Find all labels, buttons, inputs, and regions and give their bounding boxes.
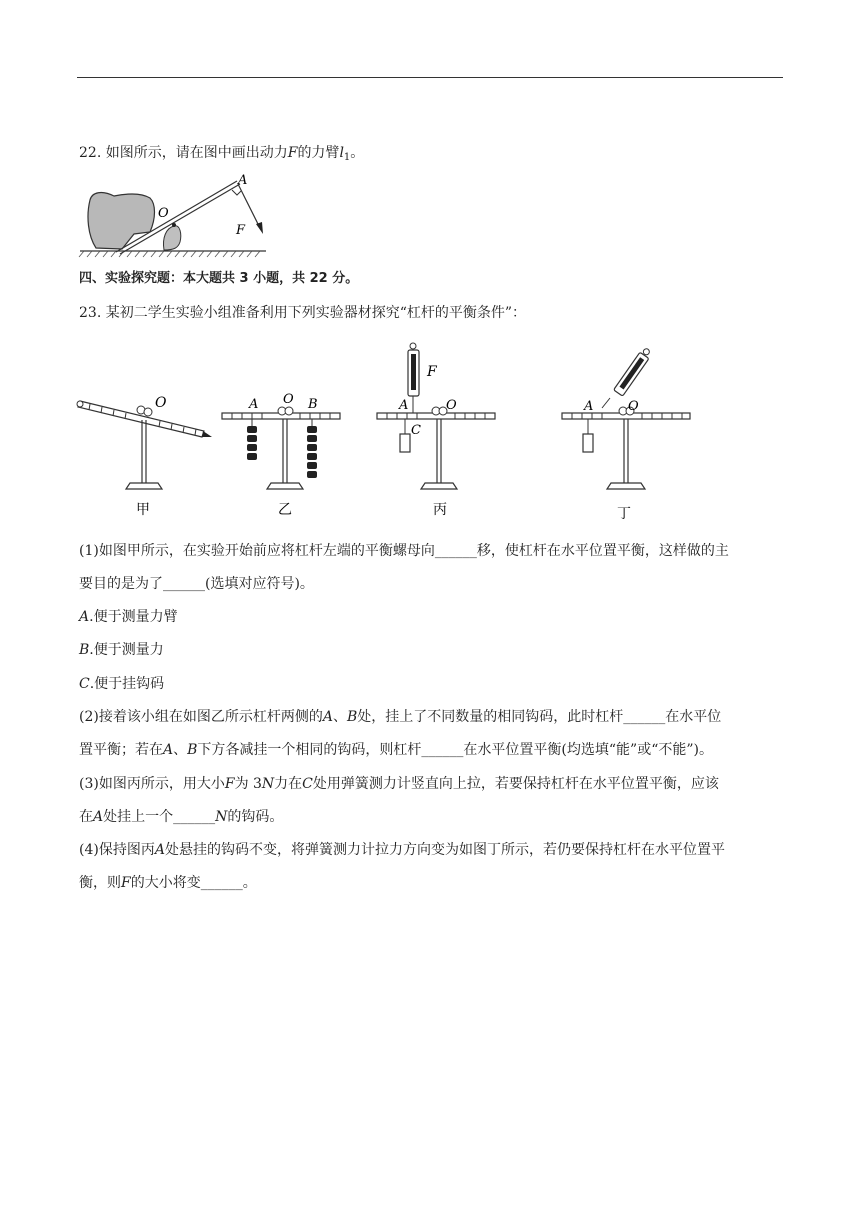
- yi-label-o: O: [283, 392, 294, 407]
- bing-label-f: F: [427, 364, 437, 380]
- q23-part1-line1: (1)如图甲所示，在实验开始前应将杠杆左端的平衡螺母向______移，使杠杆在水平位置平衡，这样做的主: [79, 543, 729, 559]
- option-a: A.便于测量力臂: [79, 609, 178, 625]
- ding-label-o: O: [628, 399, 639, 414]
- q23-figures: [72, 338, 712, 524]
- figure-bing: [377, 343, 495, 518]
- q22-label-f: F: [236, 223, 246, 238]
- q23-part2-line1: (2)接着该小组在如图乙所示杠杆两侧的A、B处，挂上了不同数量的相同钩码，此时杠杆______在水平位: [79, 709, 722, 725]
- option-c: C.便于挂钩码: [79, 676, 165, 692]
- bing-label-a: A: [399, 398, 409, 413]
- pivot-dot: [172, 223, 176, 227]
- header-rule: [77, 77, 783, 78]
- rock-shape: [88, 193, 155, 249]
- figure-jia: [77, 395, 212, 518]
- q23-part4-line1: (4)保持图丙A处悬挂的钩码不变，将弹簧测力计拉力方向变为如图丁所示，若仍要保持杠杆在水平位置平: [79, 842, 725, 858]
- q23-part3-line1: (3)如图丙所示，用大小F为 3N力在C处用弹簧测力计竖直向上拉，若要保持杠杆在水平位置平衡，应该: [79, 776, 719, 792]
- yi-label-b: B: [308, 397, 318, 412]
- q22-label-a: A: [238, 173, 248, 188]
- ding-label-a: A: [584, 399, 594, 414]
- jia-label-o: O: [155, 395, 167, 411]
- section-heading: 四、实验探究题：本大题共 3 小题，共 22 分。: [79, 271, 359, 286]
- q23-part1-line2: 要目的是为了______(选填对应符号)。: [79, 576, 314, 592]
- q23-part3-line2: 在A处挂上一个______N的钩码。: [79, 809, 284, 825]
- fulcrum-stone: [163, 226, 180, 250]
- ding-caption: 丁: [617, 506, 631, 522]
- q23-intro: 23. 某初二学生实验小组准备利用下列实验器材探究“杠杆的平衡条件”：: [79, 305, 527, 321]
- yi-caption: 乙: [278, 502, 292, 518]
- figure-ding: [562, 346, 690, 522]
- jia-caption: 甲: [136, 502, 150, 518]
- bing-label-o: O: [446, 398, 457, 413]
- figure-yi: [222, 392, 340, 518]
- option-b: B.便于测量力: [79, 642, 164, 658]
- yi-label-a: A: [249, 397, 259, 412]
- q22-text: 22. 如图所示，请在图中画出动力F的力臂$l_1$。: [79, 145, 365, 163]
- q22-label-o: O: [158, 206, 169, 221]
- bing-label-c: C: [411, 423, 421, 438]
- bing-caption: 丙: [433, 502, 447, 518]
- q23-part4-line2: 衡，则F的大小将变______。: [79, 875, 257, 891]
- q22-lever-figure: [78, 172, 278, 258]
- q23-part2-line2: 置平衡；若在A、B下方各减挂一个相同的钩码，则杠杆______在水平位置平衡(均选填“能”或“不能”)。: [79, 742, 713, 758]
